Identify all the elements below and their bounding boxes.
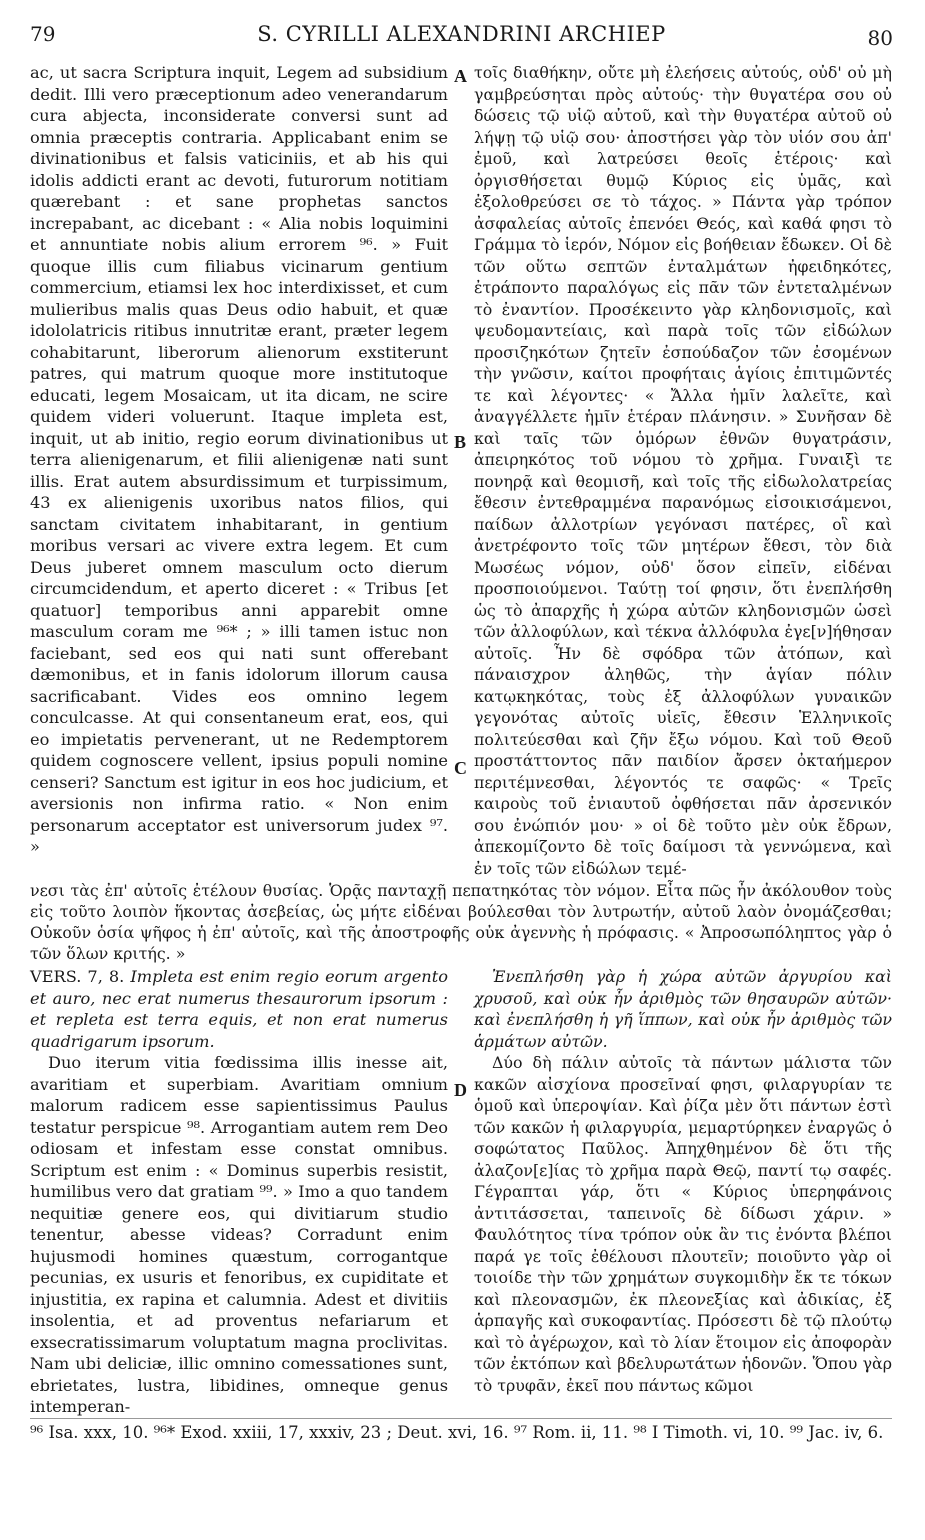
latin-column-upper (30, 62, 448, 858)
footnote-rule (30, 1418, 892, 1419)
verse-text-latin: Impleta est enim regio eorum argento et auro, nec erat numerus thesaurorum ipsorum : et repleta est terra equis, et non erat numerus quadrigarum ipsorum. (30, 967, 448, 1051)
verse-lemma-greek: Ἐνεπλήσθη γὰρ ἡ χώρα αὐτῶν ἀργυρίου καὶ χρυσοῦ, καὶ οὐκ ἦν ἀριθμὸς τῶν θησαυρῶν αὐτῶν· καὶ ἐνεπλήσθη ἡ γῆ ἵππων, καὶ οὐκ ἦν ἀριθμὸς τῶν ἁρμάτων αὐτῶν. (474, 967, 892, 1051)
greek-column-upper (474, 62, 892, 879)
page-number-left: 79 (30, 22, 56, 46)
page-number-right: 80 (867, 26, 893, 50)
footnote-line: ⁹⁶ Isa. xxx, 10. ⁹⁶* Exod. xxiii, 17, xxxiv, 23 ; Deut. xvi, 16. ⁹⁷ Rom. ii, 11. ⁹⁸ I Timoth. vi, 10. ⁹⁹ Jac. iv, 6. (30, 1423, 884, 1442)
greek-commentary: Δύο δὴ πάλιν αὐτοῖς τὰ πάντων μάλιστα τῶν κακῶν αἰσχίονα προσεῖναί φησι, φιλαργυρίαν τε ὁμοῦ καὶ ὑπεροψίαν. Καὶ ῥίζα μὲν ὅτι πάντων ἐστὶ τῶν κακῶν ἡ φιλαργυρία, μεμαρτύρηκεν ἐναργῶς ὁ σοφώτατος Παῦλος. Ἀπηχθημένον δὲ ὅτι τῆς ἀλαζον[ε]ίας τὸ χρῆμα παρὰ Θεῷ, παντί τῳ σαφές. Γέγραπται γάρ, ὅτι « Κύριος ὑπερηφάνοις ἀντιτάσσεται, ταπεινοῖς δὲ δίδωσι χάριν. » Φαυλότητος τίνα τρόπον οὐκ ἂν τις ἐνόντα βλέποι παρά γε τοῖς ἐθέλουσι πλουτεῖν; ποιοῦντο γὰρ οἱ τοιοίδε τὴν τῶν χρημάτων συγκομιδὴν ἔκ τε τόκων καὶ πλεονασμῶν, ἐκ πλεονεξίας καὶ ἀδικίας, ἐξ ἁρπαγῆς καὶ συκοφαντίας. Πρόσεστι δὲ τῷ πλούτῳ καὶ τὸ ἀγέρωχον, καὶ τὸ λίαν ἕτοιμον εἰς ἀποφορὰν τῶν ἐκτόπων καὶ βδελυρωτάτων ἡδονῶν. Ὅπου γὰρ τὸ τρυφᾶν, ἐκεῖ που πάντως κῶμοι (474, 1053, 892, 1395)
latin-column-lower (30, 966, 448, 1418)
margin-letter-d: D (454, 1080, 467, 1100)
margin-letter-b: B (454, 432, 467, 452)
footnotes (30, 1422, 892, 1443)
greek-column-lower (474, 966, 892, 1396)
greek-paragraph: τοῖς διαθήκην, οὔτε μὴ ἐλεήσεις αὐτούς, οὐδ' οὐ μὴ γαμβρεύσηται πρὸς αὐτούς· τὴν θυγατέρα σου οὐ δώσεις τῷ υἱῷ αὐτοῦ, καὶ τὴν θυγατέρα αὐτοῦ οὐ λήψῃ τῷ υἱῷ σου· ἀποστήσει γὰρ τὸν υἱόν σου ἀπ' ἐμοῦ, καὶ λατρεύσει θεοῖς ἑτέροις· καὶ ὀργισθήσεται θυμῷ Κύριος εἰς ὑμᾶς, καὶ ἐξολοθρεύσει σε τὸ τάχος. » Πάντα γὰρ τρόπον ἀσφαλείας αὐτοῖς ἐπενόει Θεός, καὶ καθά φησι τὸ Γράμμα τὸ ἱερόν, Νόμον εἰς βοήθειαν ἔδωκεν. Οἱ δὲ τῶν οὕτω σεπτῶν ἐνταλμάτων ἠφειδηκότες, ἐτράποντο παραλόγως εἰς πᾶν τῶν ἐντεταλμένων τὸ ἐναντίον. Προσέκειντο γὰρ κληδονισμοῖς, καὶ ψευδομαντείαις, καὶ παρὰ τοῖς τῶν εἰδώλων προσιζηκότων ζητεῖν ἐσπούδαζον τῶν ἐσομένων τὴν γνῶσιν, καίτοι προφήταις ἁγίοις ἐπιτιμῶντές τε καὶ λέγοντες· « Ἄλλα ἡμῖν λαλεῖτε, καὶ ἀναγγέλλετε ἡμῖν ἑτέραν πλάνησιν. » Συνῆσαν δὲ καὶ ταῖς τῶν ὁμόρων ἐθνῶν θυγατράσιν, ἀπειρηκότος τοῦ νόμου τὸ χρῆμα. Γυναιξὶ τε πονηρᾷ καὶ θεομισῆ, καὶ τοῖς τῆς εἰδωλολατρείας ἔθεσιν ἐντεθραμμένα παρανόμως εἰσοικισάμενοι, παίδων ἀλλοτρίων γεγόνασι πατέρες, οἳ καὶ ἀνετρέφοντο τοῖς τῶν μητέρων ἔθεσι, τὸν διὰ Μωσέως νόμον, οὐδ' ὅσον εἰπεῖν, εἰδέναι προσποιούμενοι. Ταύτῃ τοί φησιν, ὅτι ἐνεπλήσθη ὡς τὸ ἀπαρχῆς ἡ χώρα αὐτῶν κληδονισμῶν ὡσεὶ τῶν ἀλλοφύλων, καὶ τέκνα ἀλλόφυλα ἐγε[ν]ήθησαν αὐτοῖς. Ἦν δὲ σφόδρα τῶν ἀτόπων, καὶ πάναισχρον ἀληθῶς, τὴν ἁγίαν πόλιν κατῳκηκότας, τοὺς ἐξ ἀλλοφύλων γυναικῶν γεγονότας αὐτοῖς υἱεῖς, ἔθεσιν Ἑλληνικοῖς πολιτεύεσθαι καὶ ζῆν ἔξω νόμου. Καὶ τοῦ Θεοῦ προστάττοντος πᾶν παιδίον ἄρσεν ὀκταήμερον περιτέμνεσθαι, λέγοντός τε σαφῶς· « Τρεῖς καιροὺς τοῦ ἐνιαυτοῦ ὀφθήσεται πᾶν ἀρσενικόν σου ἐνώπιόν μου· » οἱ δὲ τοῦτο μὲν οὐκ ἔδρων, ἀπεκομίζοντο δὲ τοῖς δαίμοσι τὰ γεννώμενα, καὶ ἐν τοῖς τῶν εἰδώλων τεμέ- (474, 63, 892, 878)
running-title: S. CYRILLI ALEXANDRINI ARCHIEP (257, 22, 666, 46)
verse-lemma-latin (30, 966, 448, 1052)
running-header (30, 22, 893, 52)
latin-commentary: Duo iterum vitia fœdissima illis inesse ait, avaritiam et superbiam. Avaritiam omnium malorum radicem esse sapientissimus Paulus testatur perspicue ⁹⁸. Arrogantiam autem rem Deo odiosam et infestam esse constat omnibus. Scriptum est enim : « Dominus superbis resistit, humilibus vero dat gratiam ⁹⁹. » Imo a quo tandem nequitiæ genere eos, qui divitiarum studio tenentur, abesse videas? Corradunt enim hujusmodi homines quæstum, corrogantque pecunias, ex usuris et fenoribus, ex cupiditate et injustitia, ex rapina et calumnia. Adest et divitiis insolentia, et ad proventus nefariarum et exsecratissimarum voluptatum magna proclivitas. Nam ubi deliciæ, illic omnino comessationes sunt, ebrietates, lustra, libidines, omneque genus intemperan- (30, 1053, 448, 1416)
greek-continuation: νεσι τὰς ἐπ' αὐτοῖς ἐτέλουν θυσίας. Ὁρᾷς πανταχῇ πεπατηκότας τὸν νόμον. Εἶτα πῶς ἦν ἀκόλουθον τοὺς εἰς τοῦτο λοιπὸν ἥκοντας ἀσεβείας, ὡς μήτε εἰδέναι βούλεσθαι τὸν λυτρωτήν, αὐτοῦ λαὸν ὀνομάζεσθαι; Οὐκοῦν ὁσία ψῆφος ἡ ἐπ' αὐτοῖς, καὶ τῆς ἀποστροφῆς οὐκ ἀγεννὴς ἡ πρόφασις. « Ἀπροσωπόληπτος γὰρ ὁ τῶν ὅλων κριτής. » (30, 881, 892, 963)
greek-full-width-continuation (30, 880, 892, 964)
margin-letter-c: C (454, 758, 467, 778)
verse-reference: VERS. 7, 8. (30, 967, 125, 986)
margin-letter-a: A (454, 66, 467, 86)
latin-paragraph: ac, ut sacra Scriptura inquit, Legem ad subsidium dedit. Illi vero præceptionum adeo venerandarum cura abjecta, inconsiderate conversi sunt ad omnia præceptis contraria. Applicabant enim se divinationibus et falsis vaticiniis, et ab his qui idolis addicti erant ac devoti, futurorum notitiam quærebant : et sane prophetas sanctos increpabant, ac dicebant : « Alia nobis loquimini et annuntiate nobis alium errorem ⁹⁶. » Fuit quoque illis cum filiabus vicinarum gentium commercium, etiamsi lex hoc interdixisset, et cum mulieribus malis quas Deus odio habuit, et quæ idololatricis ritibus innutritæ erant, præter legem cohabitarunt, liberorum alienorum exstiterunt patres, qui matrum quoque more institutoque educati, legem Mosaicam, ut ita dicam, ne scire quidem videri voluerunt. Itaque impleta est, inquit, ut ab initio, regio eorum divinationibus ut terra alienigenarum, et filii alienigenæ nati sunt illis. Erat autem absurdissimum et turpissimum, 43 ex alienigenis uxoribus natos filios, qui sanctam civitatem inhabitarant, in gentium moribus versari ac vivere extra legem. Et cum Deus juberet omnem masculum octo dierum circumcidendum, et aperto diceret : « Tribus [et quatuor] temporibus anni apparebit omne masculum coram me ⁹⁶* ; » illi tamen istuc non faciebant, sed eos qui nati sunt offerebant dæmonibus, et in fanis idolorum illorum causa sacrificabant. Vides eos omnino legem conculcasse. At qui consentaneum erat, eos, qui eo impietatis pervenerant, ut ne Redemptorem quidem cognoscere vellent, ipsius populi nomine censeri? Sanctum est igitur in eos hoc judicium, et aversionis non infirma ratio. « Non enim personarum acceptator est universorum judex ⁹⁷. » (30, 63, 448, 856)
